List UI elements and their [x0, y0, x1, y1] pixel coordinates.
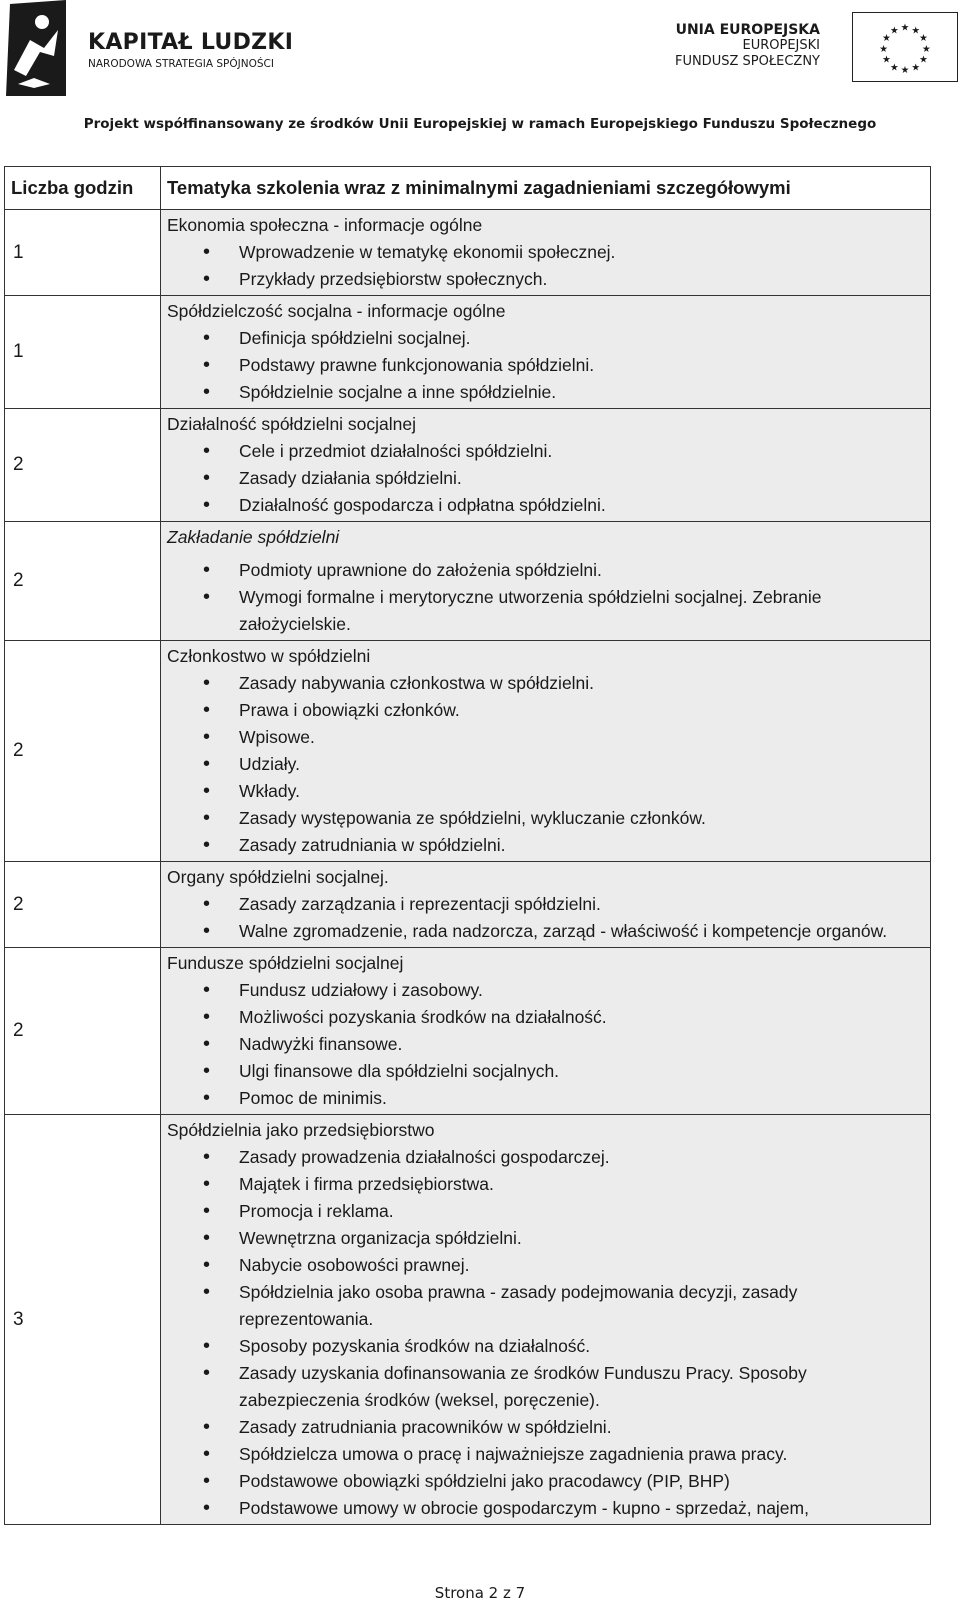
kapital-ludzki-title: KAPITAŁ LUDZKI: [88, 30, 294, 55]
list-item: • Podstawy prawne funkcjonowania spółdzielni.: [167, 352, 924, 379]
table-row: [5, 1115, 931, 1525]
topic-cell: [161, 862, 931, 948]
svg-text:★: ★: [922, 43, 931, 55]
topic-cell: [161, 641, 931, 862]
header-hours: Liczba godzin: [5, 167, 161, 210]
list-item: • Zasady zarządzania i reprezentacji spółdzielni.: [167, 891, 924, 918]
table-row: [5, 948, 931, 1115]
list-item: • Wymogi formalne i merytoryczne utworzenia spółdzielni socjalnej. Zebranie założycielskie.: [167, 584, 924, 638]
hours-cell: 1: [5, 296, 161, 409]
topic-cell: [161, 1115, 931, 1525]
list-item: • Udziały.: [167, 751, 924, 778]
eu-name: UNIA EUROPEJSKA: [675, 22, 820, 38]
list-item: • Nadwyżki finansowe.: [167, 1031, 924, 1058]
topic-items: [167, 438, 924, 519]
list-item: • Zasady nabywania członkostwa w spółdzielni.: [167, 670, 924, 697]
table-row: [5, 409, 931, 522]
topic-cell: [161, 409, 931, 522]
svg-text:★: ★: [900, 22, 910, 34]
topic-cell: [161, 210, 931, 296]
list-item: • Pomoc de minimis.: [167, 1085, 924, 1112]
list-item: • Zasady zatrudniania w spółdzielni.: [167, 832, 924, 859]
list-item: • Podmioty uprawnione do założenia spółdzielni.: [167, 557, 924, 584]
topic-cell: [161, 522, 931, 641]
list-item: • Przykłady przedsiębiorstw społecznych.: [167, 266, 924, 293]
topic-items: [167, 670, 924, 859]
hours-cell: 2: [5, 522, 161, 641]
list-item: • Promocja i reklama.: [167, 1198, 924, 1225]
list-item: • Spółdzielcza umowa o pracę i najważniejsze zagadnienia prawa pracy.: [167, 1441, 924, 1468]
eu-fund-label: [675, 22, 820, 70]
list-item: • Spółdzielnia jako osoba prawna - zasady podejmowania decyzji, zasady reprezentowania.: [167, 1279, 924, 1333]
svg-text:★: ★: [911, 25, 921, 37]
list-item: • Zasady zatrudniania pracowników w spółdzielni.: [167, 1414, 924, 1441]
svg-text:★: ★: [879, 43, 888, 55]
list-item: • Spółdzielnie socjalne a inne spółdzielnie.: [167, 379, 924, 406]
hours-cell: 2: [5, 862, 161, 948]
training-topics-table: [4, 166, 931, 1525]
hours-cell: 2: [5, 641, 161, 862]
fund-name-line2: FUNDUSZ SPOŁECZNY: [674, 54, 820, 69]
list-item: • Podstawowe umowy w obrocie gospodarczym - kupno - sprzedaż, najem,: [167, 1495, 924, 1522]
table-row: [5, 641, 931, 862]
topic-title: Organy spółdzielni socjalnej.: [167, 867, 389, 887]
svg-text:★: ★: [882, 54, 891, 66]
list-item: • Działalność gospodarcza i odpłatna spółdzielni.: [167, 492, 924, 519]
project-cofinancing-note: Projekt współfinansowany ze środków Unii Europejskiej w ramach Europejskiego Funduszu Społecznego: [83, 116, 877, 132]
topic-cell: [161, 296, 931, 409]
table-row: [5, 862, 931, 948]
svg-text:★: ★: [919, 54, 928, 66]
list-item: • Zasady działania spółdzielni.: [167, 465, 924, 492]
list-item: • Ulgi finansowe dla spółdzielni socjalnych.: [167, 1058, 924, 1085]
kapital-ludzki-subtitle: NARODOWA STRATEGIA SPÓJNOŚCI: [88, 58, 274, 70]
list-item: • Wprowadzenie w tematykę ekonomii społecznej.: [167, 239, 924, 266]
topic-title: Fundusze spółdzielni socjalnej: [167, 953, 404, 973]
topic-title: Spółdzielczość socjalna - informacje ogólne: [167, 301, 506, 321]
svg-text:★: ★: [911, 62, 921, 74]
list-item: • Wkłady.: [167, 778, 924, 805]
hours-cell: 3: [5, 1115, 161, 1525]
topic-title: Ekonomia społeczna - informacje ogólne: [167, 215, 483, 235]
svg-text:★: ★: [919, 33, 928, 45]
list-item: • Możliwości pozyskania środków na działalność.: [167, 1004, 924, 1031]
hours-cell: 2: [5, 409, 161, 522]
list-item: • Nabycie osobowości prawnej.: [167, 1252, 924, 1279]
table-row: [5, 522, 931, 641]
topic-title: Członkostwo w spółdzielni: [167, 646, 371, 666]
topic-items: [167, 239, 924, 293]
topic-title: Spółdzielnia jako przedsiębiorstwo: [167, 1120, 435, 1140]
topic-title: Działalność spółdzielni socjalnej: [167, 414, 417, 434]
svg-text:★: ★: [882, 33, 891, 45]
list-item: • Sposoby pozyskania środków na działalność.: [167, 1333, 924, 1360]
list-item: • Prawa i obowiązki członków.: [167, 697, 924, 724]
table-header-row: [5, 167, 931, 210]
page-number: Strona 2 z 7: [434, 1584, 526, 1602]
list-item: • Walne zgromadzenie, rada nadzorcza, zarząd - właściwość i kompetencje organów.: [167, 918, 924, 945]
list-item: • Zasady prowadzenia działalności gospodarczej.: [167, 1144, 924, 1171]
list-item: • Wewnętrzna organizacja spółdzielni.: [167, 1225, 924, 1252]
table-row: [5, 210, 931, 296]
fund-name-line1: EUROPEJSKI: [742, 38, 820, 53]
svg-text:★: ★: [889, 62, 899, 74]
topic-cell: [161, 948, 931, 1115]
list-item: • Fundusz udziałowy i zasobowy.: [167, 977, 924, 1004]
topic-items: [167, 325, 924, 406]
list-item: • Wpisowe.: [167, 724, 924, 751]
hours-cell: 2: [5, 948, 161, 1115]
list-item: • Zasady uzyskania dofinansowania ze środków Funduszu Pracy. Sposoby zabezpieczenia środków (weksel, poręczenie).: [167, 1360, 924, 1414]
svg-text:★: ★: [889, 25, 899, 37]
table-row: [5, 296, 931, 409]
kapital-ludzki-logo: [4, 0, 68, 96]
list-item: • Zasady występowania ze spółdzielni, wykluczanie członków.: [167, 805, 924, 832]
list-item: • Definicja spółdzielni socjalnej.: [167, 325, 924, 352]
topic-title: Zakładanie spółdzielni: [167, 527, 340, 547]
list-item: • Cele i przedmiot działalności spółdzielni.: [167, 438, 924, 465]
topic-items: [167, 1144, 924, 1522]
eu-flag-icon: [852, 12, 958, 82]
svg-text:★: ★: [900, 65, 910, 77]
hours-cell: 1: [5, 210, 161, 296]
list-item: • Podstawowe obowiązki spółdzielni jako pracodawcy (PIP, BHP): [167, 1468, 924, 1495]
topic-items: [167, 977, 924, 1112]
list-item: • Majątek i firma przedsiębiorstwa.: [167, 1171, 924, 1198]
topic-items: [167, 557, 924, 638]
page-header: [0, 0, 960, 140]
topic-items: [167, 891, 924, 945]
header-topic: Tematyka szkolenia wraz z minimalnymi zagadnieniami szczegółowymi: [161, 167, 931, 210]
